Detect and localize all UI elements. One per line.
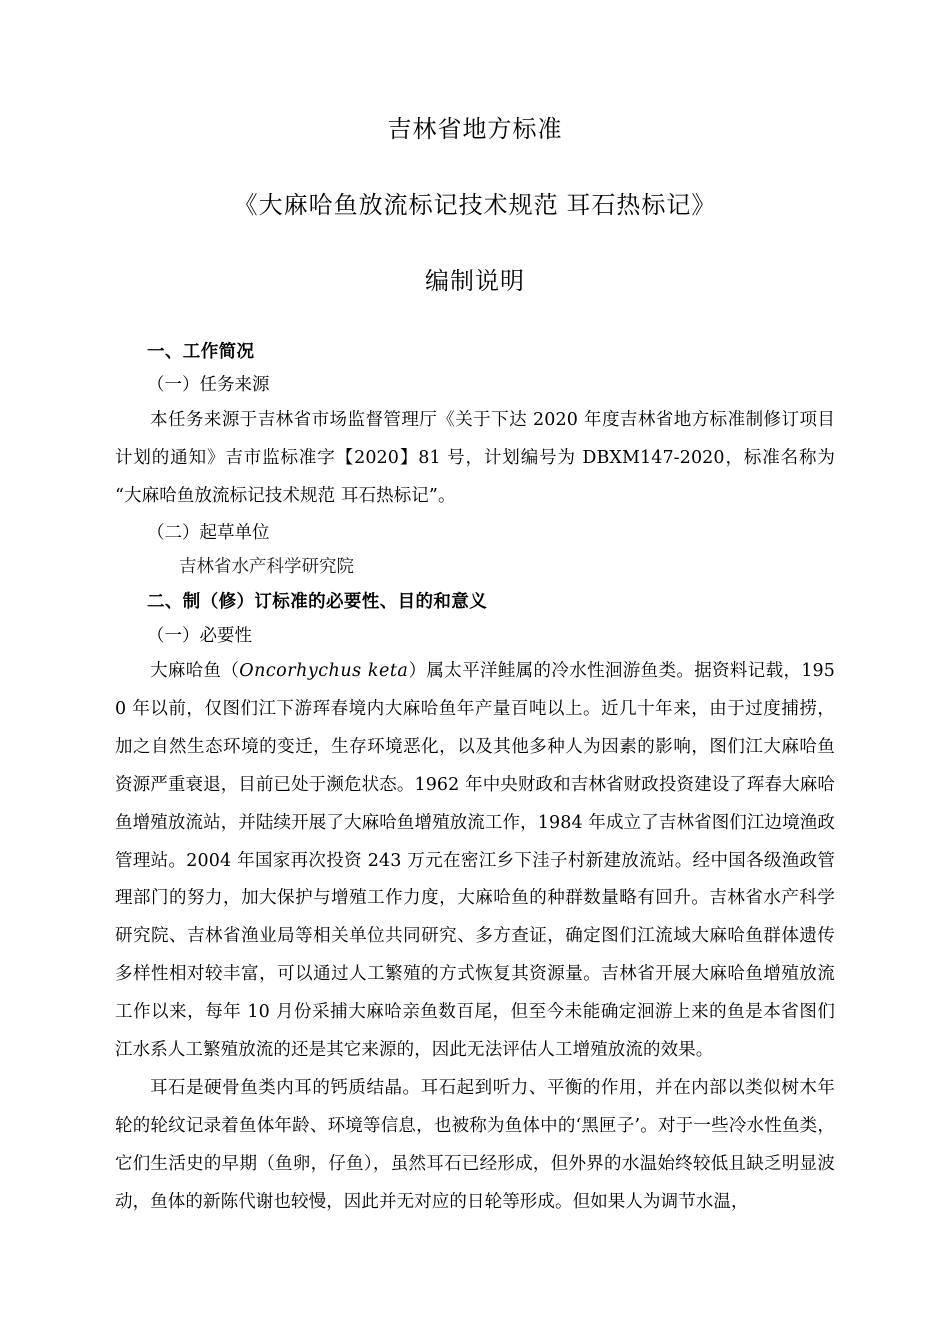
drafting-unit-name: 吉林省水产科学研究院: [179, 557, 354, 578]
section-1-subsection-1-heading: （一）任务来源: [147, 375, 270, 396]
document-title-standard-name: 吉林省地方标准: [387, 116, 563, 143]
necessity-paragraph-2: 耳石是硬骨鱼类内耳的钙质结晶。耳石起到听力、平衡的作用，并在内部以类似树木年轮的轮纹记录着鱼体年龄、环境等信息，也被称为鱼体中的‘黑匣子’。对于一些冷水性鱼类，它们生活史的早期（鱼卵，仔鱼），虽然耳石已经形成，但外界的水温始终较低且缺乏明显波动，鱼体的新陈代谢也较慢，因此并无对应的日轮等形成。但如果人为调节水温，: [115, 1078, 835, 1213]
document-title-subtitle: 编制说明: [425, 268, 525, 295]
section-2-heading: 二、制（修）订标准的必要性、目的和意义: [147, 591, 488, 612]
section-1-subsection-2-heading: （二）起草单位: [147, 523, 270, 544]
necessity-paragraph-1: [115, 653, 835, 1071]
necessity-paragraph-1-suffix: ）属太平洋鲑属的冷水性洄游鱼类。据资料记载，1950 年以前，仅图们江下游珲春境内大麻哈鱼年产量百吨以上。近几十年来，由于过度捕捞，加之自然生态环境的变迁，生存环境恶化，以及其他多种人为因素的影响，图们江大麻哈鱼资源严重衰退，目前已处于濒危状态。1962 年中央财政和吉林省财政投资建设了珲春大麻哈鱼增殖放流站，并陆续开展了大麻哈鱼增殖放流工作，1984 年成立了吉林省图们江边境渔政管理站。2004 年国家再次投资 243 万元在密江乡下洼子村新建放流站。经中国各级渔政管理部门的努力，加大保护与增殖工作力度，大麻哈鱼的种群数量略有回升。吉林省水产科学研究院、吉林省渔业局等相关单位共同研究、多方查证，确定图们江流域大麻哈鱼群体遗传多样性相对较丰富，可以通过人工繁殖的方式恢复其资源量。吉林省开展大麻哈鱼增殖放流工作以来，每年 10 月份采捕大麻哈亲鱼数百尾，但至今未能确定洄游上来的鱼是本省图们江水系人工繁殖放流的还是其它来源的，因此无法评估人工增殖放流的效果。: [115, 660, 835, 1061]
scientific-name: Oncorhychus keta: [239, 660, 409, 681]
section-2-subsection-1-heading: （一）必要性: [147, 625, 252, 646]
necessity-paragraph-2-clip: [115, 1070, 835, 1222]
task-source-paragraph: 本任务来源于吉林省市场监督管理厅《关于下达 2020 年度吉林省地方标准制修订项目计划的通知》吉市监标准字【2020】81 号，计划编号为 DBXM147-2020，标准名称为“大麻哈鱼放流标记技术规范 耳石热标记”。: [115, 410, 835, 507]
title-block: [115, 0, 835, 300]
section-1-heading: 一、工作简况: [147, 341, 255, 361]
necessity-paragraph-1-prefix: 大麻哈鱼（: [150, 660, 240, 681]
document-title-standard-full: 《大麻哈鱼放流标记技术规范 耳石热标记》: [233, 192, 717, 219]
